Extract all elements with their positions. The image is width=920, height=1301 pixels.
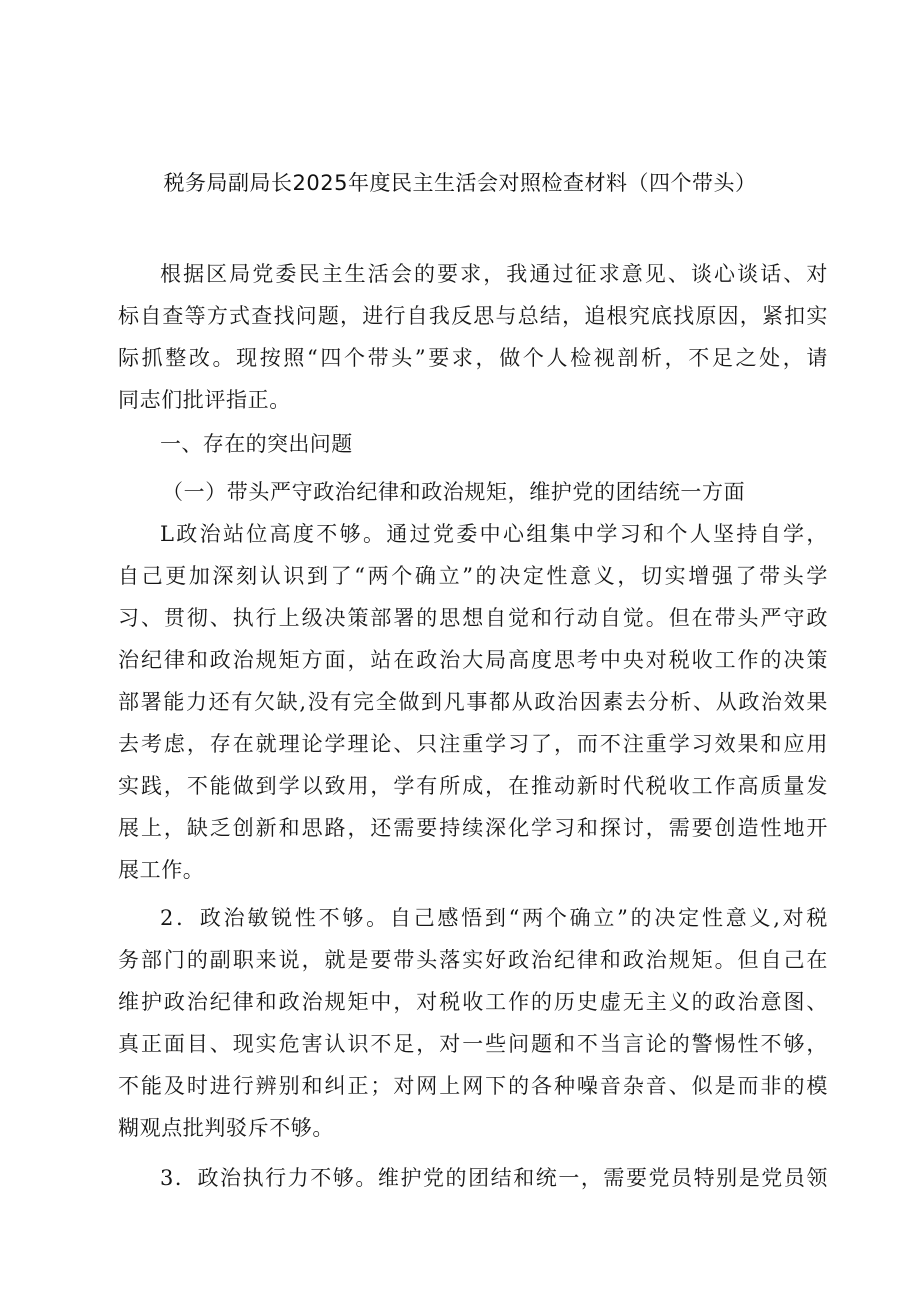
section-heading: 一、存在的突出问题 xyxy=(160,432,353,456)
item1-line-4: 治纪律和政治规矩方面，站在政治大局高度思考中央对税收工作的决策 xyxy=(118,648,828,672)
item1-line-7: 实践，不能做到学以致用，学有所成，在推动新时代税收工作高质量发 xyxy=(118,774,828,798)
intro-line-4: 同志们批评指正。 xyxy=(118,388,291,412)
item2-line-6: 糊观点批判驳斥不够。 xyxy=(118,1116,334,1140)
document-title: 税务局副局长2025年度民主生活会对照检查材料（四个带头） xyxy=(163,171,757,195)
item1-line-1: L政治站位高度不够。通过党委中心组集中学习和个人坚持自学， xyxy=(160,522,828,546)
item2-line-5: 不能及时进行辨别和纠正；对网上网下的各种噪音杂音、似是而非的模 xyxy=(118,1074,828,1098)
item2-line-3: 维护政治纪律和政治规矩中，对税收工作的历史虚无主义的政治意图、 xyxy=(118,990,828,1014)
item3-line-1: 3．政治执行力不够。维护党的团结和统一，需要党员特别是党员领 xyxy=(160,1166,828,1190)
item1-line-6: 去考虑，存在就理论学理论、只注重学习了，而不注重学习效果和应用 xyxy=(118,732,828,756)
item1-line-5: 部署能力还有欠缺,没有完全做到凡事都从政治因素去分析、从政治效果 xyxy=(118,690,828,714)
item1-line-9: 展工作。 xyxy=(118,858,205,882)
item2-line-4: 真正面目、现实危害认识不足，对一些问题和不当言论的警惕性不够， xyxy=(118,1032,828,1056)
intro-line-2: 标自查等方式查找问题，进行自我反思与总结，追根究底找原因，紧扣实 xyxy=(118,304,828,328)
intro-line-3: 际抓整改。现按照“四个带头”要求，做个人检视剖析，不足之处，请 xyxy=(118,346,828,370)
item1-line-2: 自己更加深刻认识到了“两个确立”的决定性意义，切实增强了带头学 xyxy=(118,564,828,588)
item1-line-3: 习、贯彻、执行上级决策部署的思想自觉和行动自觉。但在带头严守政 xyxy=(118,606,828,630)
item1-line-8: 展上，缺乏创新和思路，还需要持续深化学习和探讨，需要创造性地开 xyxy=(118,816,828,840)
subsection-heading: （一）带头严守政治纪律和政治规矩，维护党的团结统一方面 xyxy=(162,480,746,504)
item2-line-2: 务部门的副职来说，就是要带头落实好政治纪律和政治规矩。但自己在 xyxy=(118,948,828,972)
item2-line-1: 2．政治敏锐性不够。自己感悟到“两个确立”的决定性意义,对税 xyxy=(160,906,828,930)
intro-line-1: 根据区局党委民主生活会的要求，我通过征求意见、谈心谈话、对 xyxy=(160,262,828,286)
